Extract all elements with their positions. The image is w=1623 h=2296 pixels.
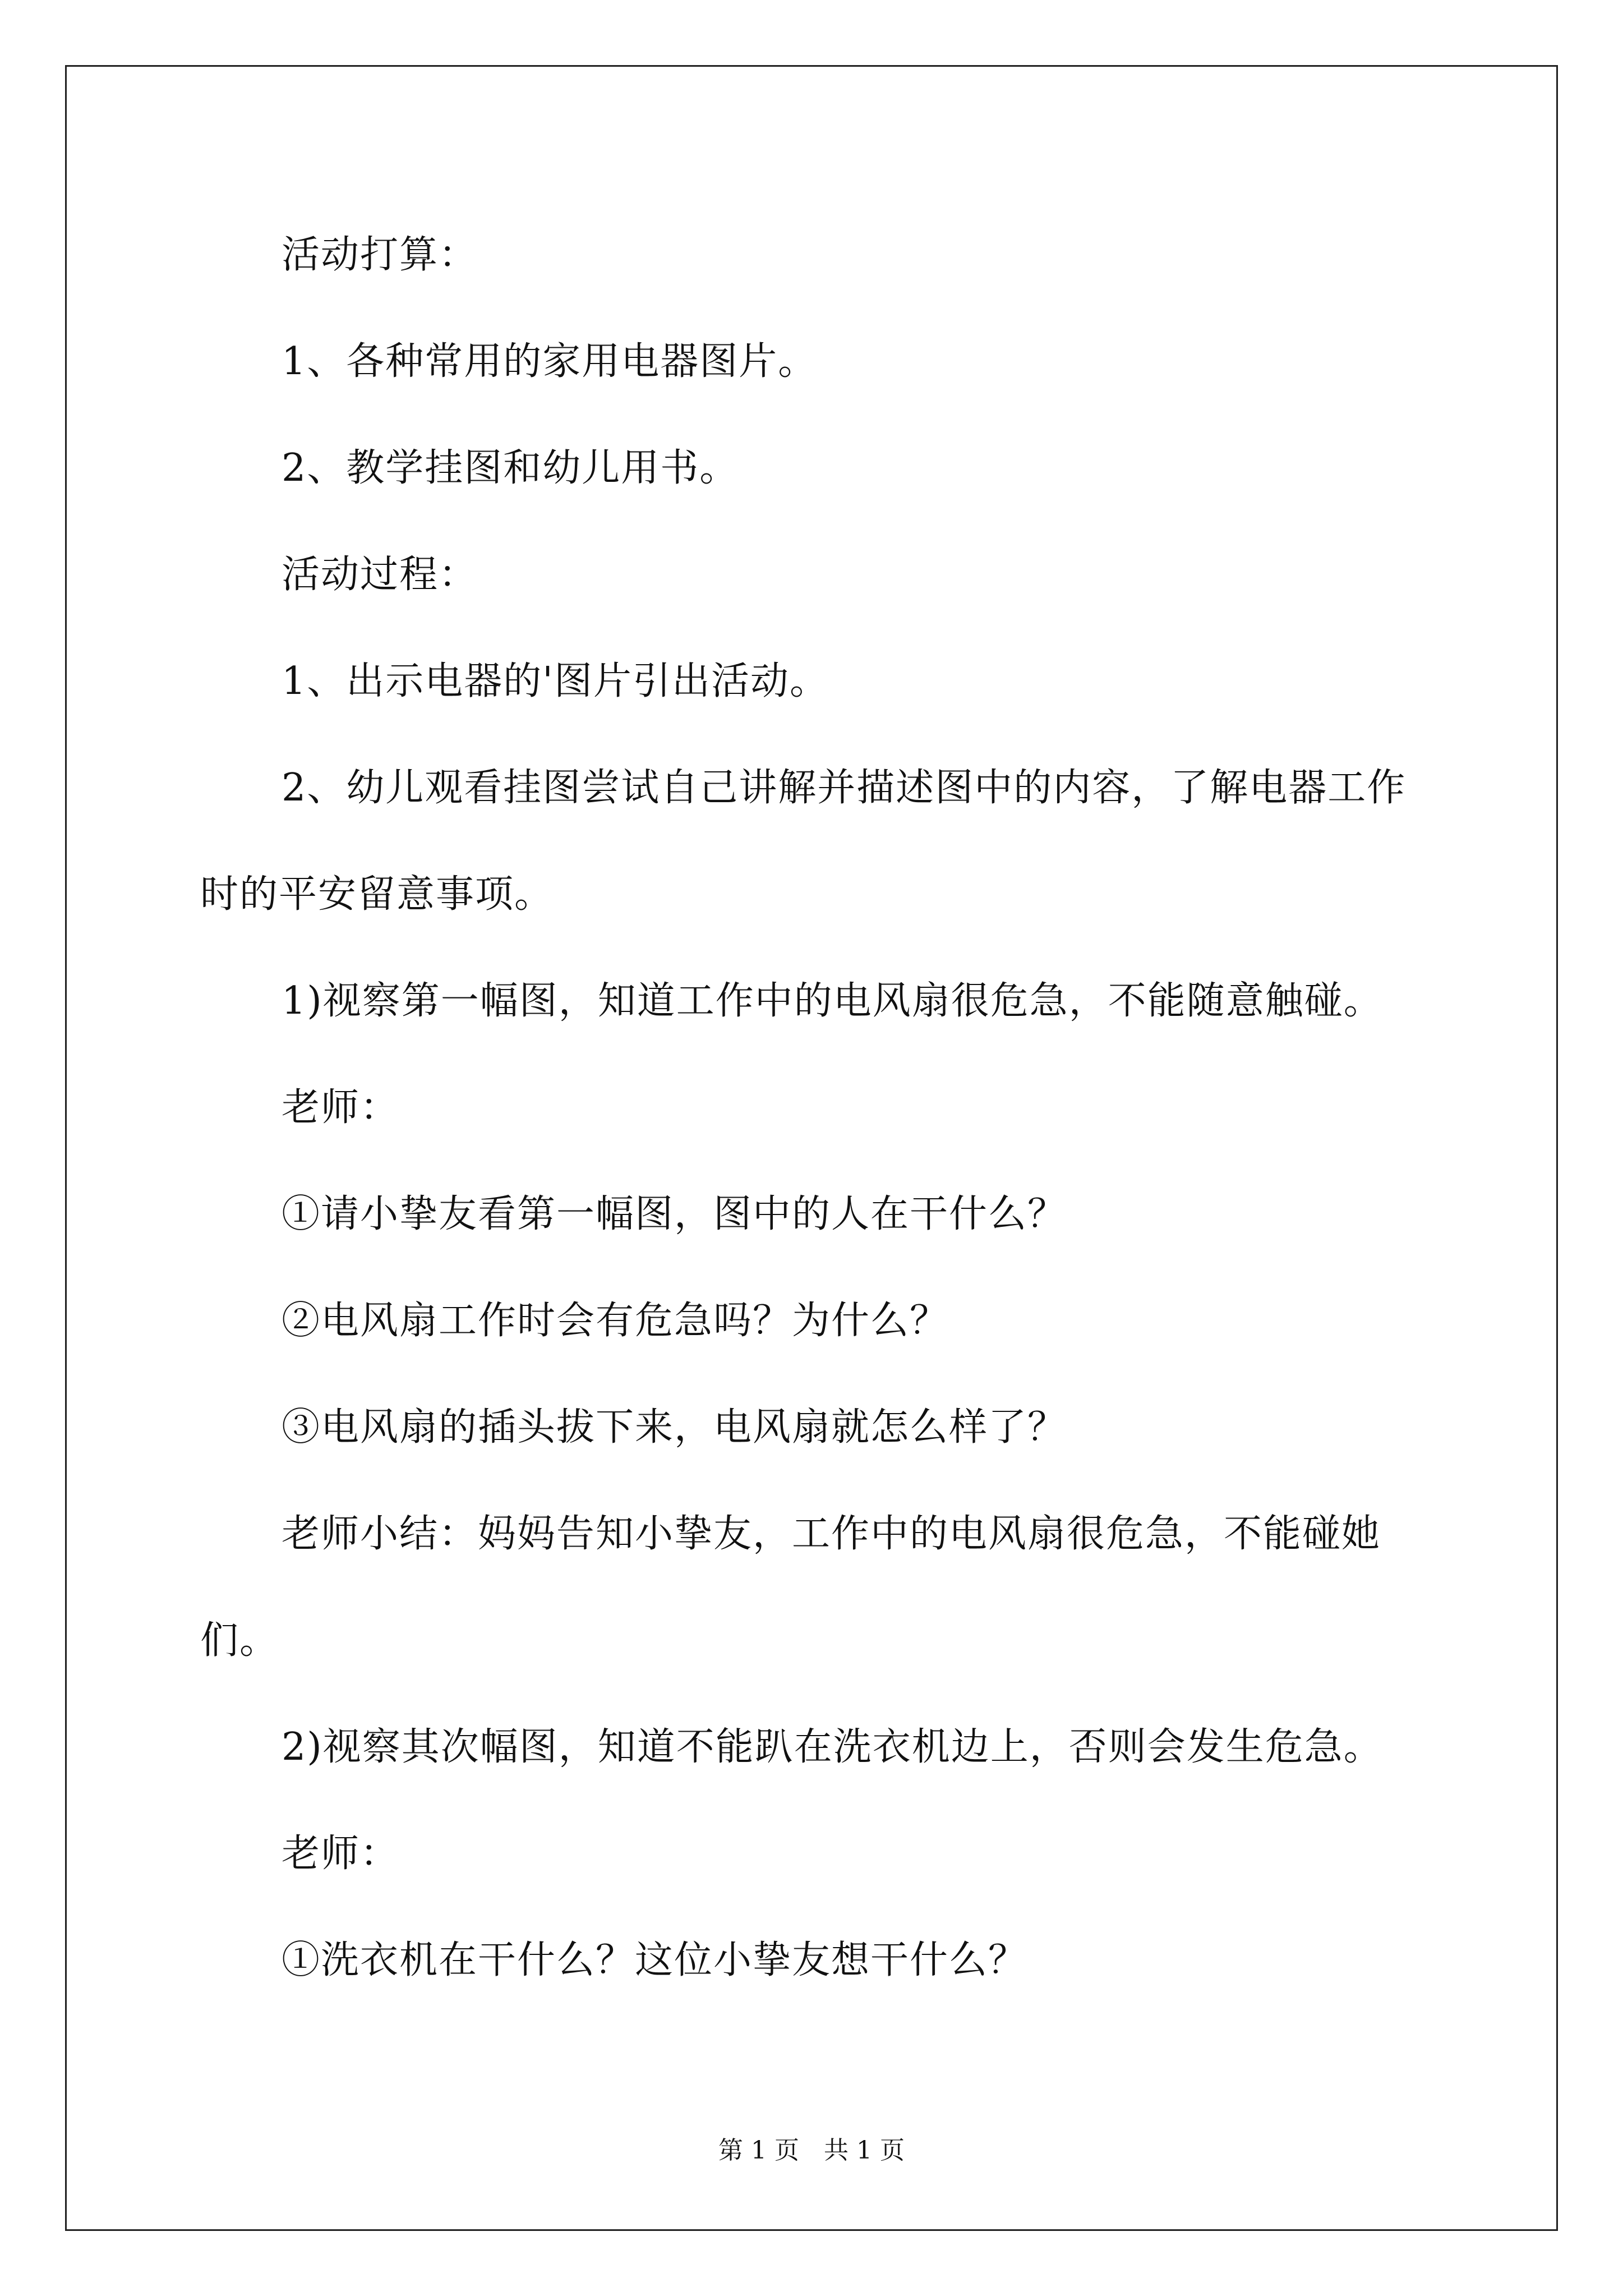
question: ①洗衣机在干什么？这位小挚友想干什么？ [282, 1938, 1028, 1982]
paragraph: 2)视察其次幅图，知道不能趴在洗衣机边上，否则会发生危急。 [282, 1725, 1383, 1769]
page-footer: 第 1 页 共 1 页 [718, 2136, 905, 2165]
question: ②电风扇工作时会有危急吗？为什么？ [282, 1299, 949, 1343]
teacher-label: 老师： [282, 1832, 400, 1876]
paragraph: 2、幼儿观看挂图尝试自己讲解并描述图中的内容，了解电器工作 [282, 766, 1407, 810]
paragraph: 2、教学挂图和幼儿用书。 [282, 446, 739, 490]
page-border [65, 65, 1558, 2231]
teacher-label: 老师： [282, 1085, 400, 1130]
paragraph: 1)视察第一幅图，知道工作中的电风扇很危急，不能随意触碰。 [282, 979, 1383, 1023]
paragraph-continuation: 们。 [200, 1618, 279, 1663]
heading-preparation: 活动打算： [282, 233, 478, 277]
question: ③电风扇的插头拔下来，电风扇就怎么样了？ [282, 1405, 1067, 1450]
paragraph: 1、出示电器的'图片引出活动。 [282, 659, 829, 703]
question: ①请小挚友看第一幅图，图中的人在干什么？ [282, 1192, 1067, 1236]
heading-process: 活动过程： [282, 553, 478, 597]
paragraph-continuation: 时的平安留意事项。 [200, 872, 554, 917]
paragraph: 1、各种常用的家用电器图片。 [282, 339, 818, 384]
paragraph: 老师小结：妈妈告知小挚友，工作中的电风扇很危急，不能碰她 [282, 1512, 1381, 1556]
